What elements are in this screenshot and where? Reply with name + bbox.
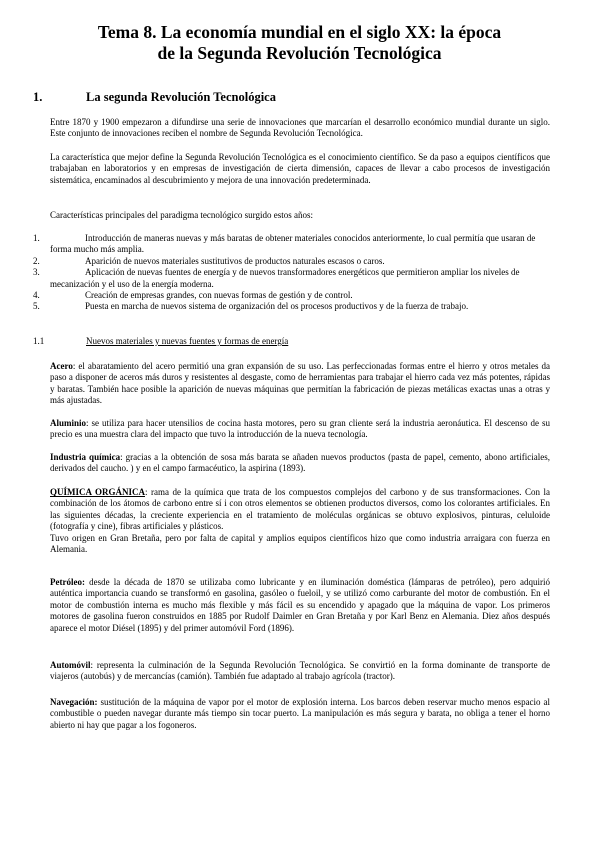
quimica-text: : rama de la química que trata de los compuestos complejos del carbono y de sus transformaciones. Con la combinación de los átomos de carbono entre sí i con otros elementos se obtienen productos diversos, como los colorantes artificiales. En las siguientes décadas, la creciente experiencia en el tratamiento de moléculas orgánicas se obtuvo explosivos, pinturas, celuloide (fotografía y cine), fibras artificiales y plásticos. — [50, 487, 550, 532]
list-item-text: Introducción de maneras nuevas y más baratas de obtener materiales conocidos anteriormente, lo cual permitía que usaran de forma mucho más amplia. — [50, 233, 536, 255]
subsection-number: 1.1 — [33, 336, 45, 346]
quimica-text-2: Tuvo origen en Gran Bretaña, pero por falta de capital y amplios equipos científicos hizo que como industria arraigara con fuerza en Alemania. — [50, 532, 550, 555]
list-item-text: Aplicación de nuevas fuentes de energía y de nuevos transformadores energéticos que permitieron ampliar los niveles de mecanización y el uso de la energía moderna. — [50, 267, 520, 289]
acero-text: : el abaratamiento del acero permitió una gran expansión de su uso. Las perfeccionadas formas entre el hierro y otros metales da paso a disponer de aceros más duros y resistentes al desgaste, como de herramientas para trabajar el hierro cada vez más potentes, rápidas y baratas. También hace posible la aparición de nuevas máquinas que permitían la fabricación de piezas metálicas exactas unas a otras y más ajustadas. — [50, 361, 550, 406]
acero-paragraph — [50, 361, 550, 407]
navegacion-term: Navegación: — [50, 697, 98, 707]
petroleo-term: Petróleo: — [50, 577, 85, 587]
list-item — [0, 267, 599, 290]
section-title: La segunda Revolución Tecnológica — [86, 90, 276, 104]
quimica-term: QUÍMICA ORGÁNICA — [50, 487, 145, 497]
section-number: 1. — [33, 90, 43, 104]
list-item-number: 3. — [33, 267, 40, 278]
list-item-number: 2. — [33, 255, 40, 266]
title-line-1: Tema 8. La economía mundial en el siglo XX: la época — [97, 22, 502, 42]
definition-paragraph: La característica que mejor define la Segunda Revolución Tecnológica es el conocimiento científico. Se da paso a equipos científicos que trabajaban en laboratorios y en empresas de investigación de cierta dimensión, capaces de llevar a cabo procesos de investigación sistemática, encaminados al descubrimiento y mejora de una innovación predeterminada. — [50, 152, 550, 185]
aluminio-text: : se utiliza para hacer utensilios de cocina hasta motores, pero su gran cliente será la industria aeronáutica. El descenso de su precio es una muestra clara del impacto que tuvo la introducción de la nueva tecnología. — [50, 418, 550, 440]
petroleo-text: desde la década de 1870 se utilizaba como lubricante y en iluminación doméstica (lámparas de petróleo), pero adquirió auténtica importancia cuando se transformó en gasolina, gasóleo o fueloil, y se utilizó como carburante del motor de combustión. En el motor de combustión interna es mucho más flexible y más fácil es su encendido y apagado que la máquina de vapor. Los primeros motores de gasolina fueron construidos en 1885 por Rudolf Daimler en Gran Bretaña y por Karl Benz en Alemania. Diez años después aparece el motor Diésel (1895) y del primer automóvil Ford (1896). — [50, 577, 550, 633]
list-item — [0, 290, 599, 301]
list-item — [0, 256, 599, 267]
navegacion-text: sustitución de la máquina de vapor por el motor de explosión interna. Los barcos deben reservar mucho menos espacio al combustible o pueden navegar durante más tiempo sin tocar puerto. La manipulación es más segura y barata, no obliga a tener el horno abierto ni hay que pagar a los fogoneros. — [50, 697, 550, 730]
list-item-number: 4. — [33, 290, 40, 301]
industria-paragraph — [50, 452, 550, 475]
industria-text: : gracias a la obtención de sosa más barata se añaden nuevos productos (pasta de papel, cemento, abono artificiales, derivados del caucho. ) y en el campo farmacéutico, la aspirina (1893). — [50, 452, 550, 474]
list-item-text: Aparición de nuevos materiales sustitutivos de productos naturales escasos o caros. — [85, 255, 385, 266]
characteristics-intro: Características principales del paradigma tecnológico surgido estos años: — [50, 210, 314, 220]
list-item-text: Puesta en marcha de nuevos sistema de organización del os procesos productivos y de la fuerza de trabajo. — [85, 301, 469, 312]
list-item — [0, 301, 599, 312]
characteristics-list — [0, 233, 599, 313]
aluminio-paragraph — [50, 418, 550, 441]
title-line-2: de la Segunda Revolución Tecnológica — [157, 43, 442, 63]
subsection-title: Nuevos materiales y nuevas fuentes y formas de energía — [86, 336, 289, 346]
navegacion-paragraph — [50, 697, 550, 731]
automovil-term: Automóvil — [50, 660, 91, 670]
list-item-number: 1. — [33, 233, 40, 243]
automovil-text: : representa la culminación de la Segunda Revolución Tecnológica. Se convirtió en la forma dominante de transporte de viajeros (autobús) y de mercancías (camión). También fue adaptado al trabajo agrícola (tractor). — [50, 660, 550, 682]
acero-term: Acero — [50, 361, 73, 371]
aluminio-term: Aluminio — [50, 418, 87, 428]
list-item — [0, 233, 599, 256]
intro-paragraph: Entre 1870 y 1900 empezaron a difundirse una serie de innovaciones que marcarían el desarrollo económico mundial durante un siglo. Este conjunto de innovaciones reciben el nombre de Segunda Revolución Tecnológica. — [50, 117, 550, 139]
list-item-text: Creación de empresas grandes, con nuevas formas de gestión y de control. — [85, 290, 353, 301]
automovil-paragraph — [50, 660, 550, 683]
page-title — [30, 22, 569, 64]
list-item-number: 5. — [33, 301, 40, 312]
quimica-paragraph — [50, 487, 550, 555]
petroleo-paragraph — [50, 577, 550, 634]
industria-term: Industria química — [50, 452, 121, 462]
